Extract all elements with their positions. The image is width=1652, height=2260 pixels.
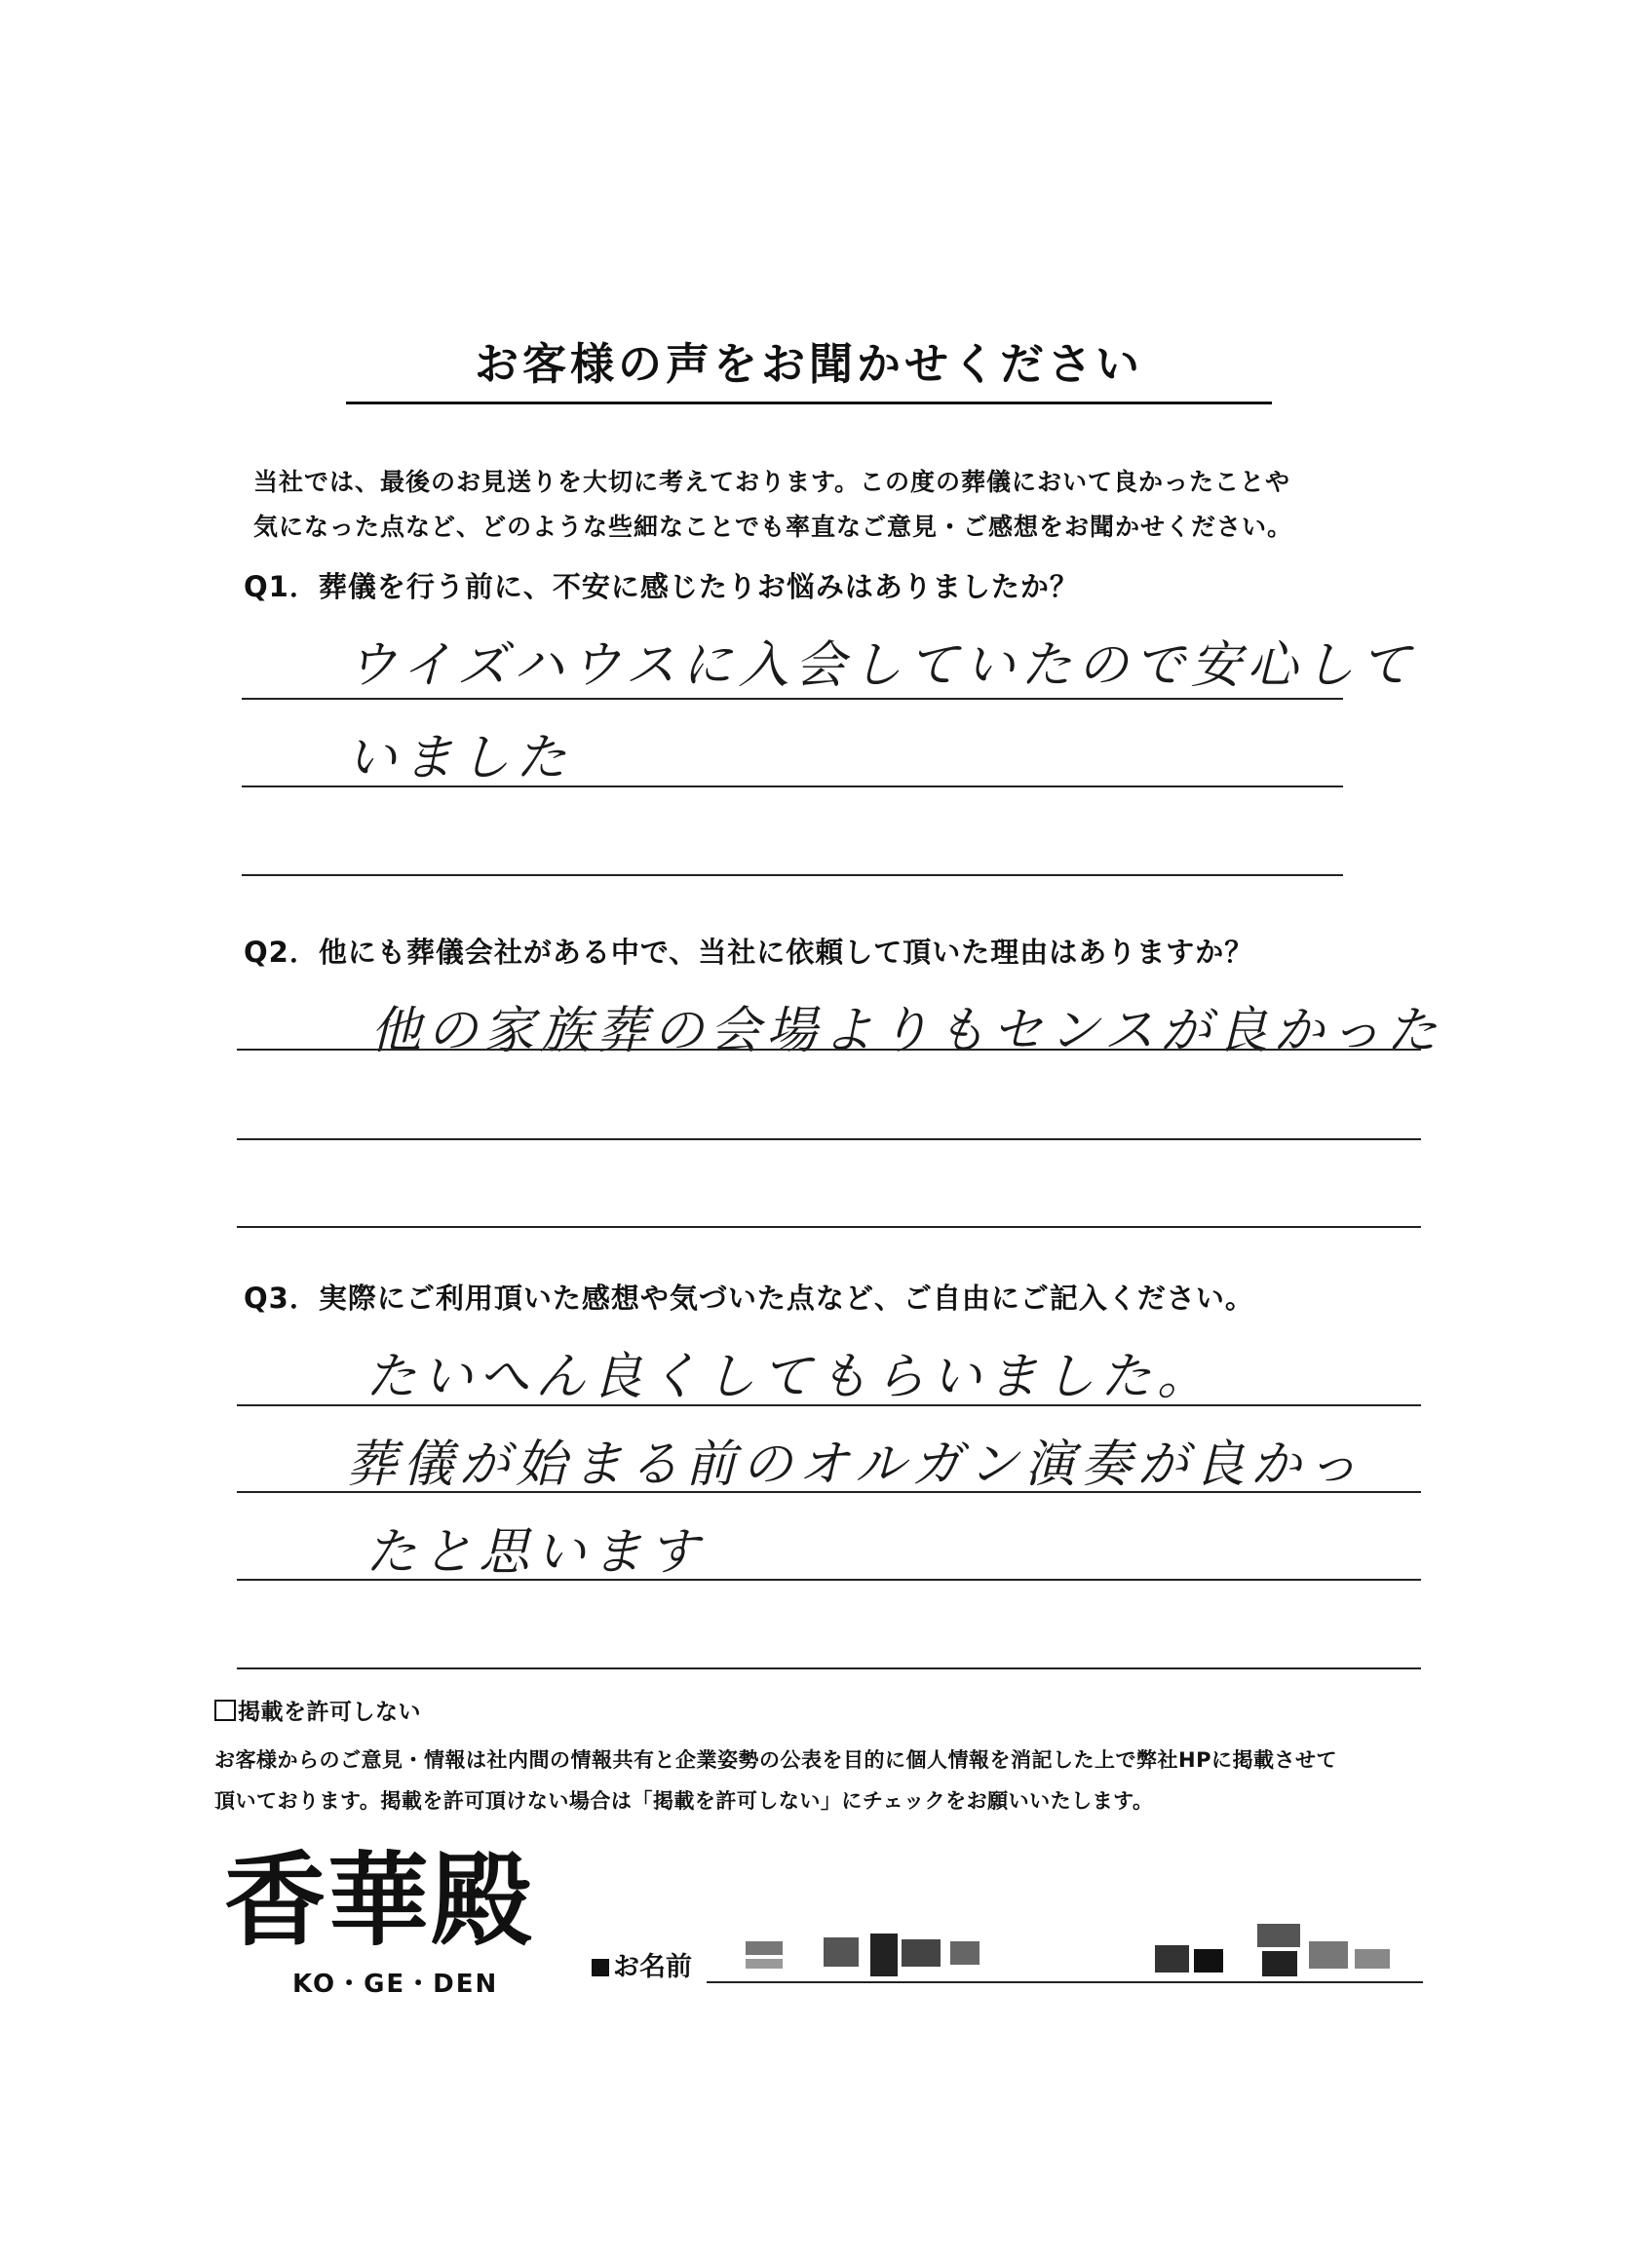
answer-2-line-1: 他の家族葬の会場よりもセンスが良かった bbox=[370, 1002, 1443, 1060]
consent-checkbox[interactable] bbox=[214, 1700, 236, 1721]
answer-2-rule-1 bbox=[237, 1049, 1421, 1051]
square-bullet-icon bbox=[592, 1959, 609, 1976]
consent-checkbox-label: 掲載を許可しない bbox=[238, 1700, 421, 1725]
consent-notice-line-2: 頂いております。掲載を許可頂けない場合は「掲載を許可しない」にチェックをお願いいたします。 bbox=[214, 1789, 1154, 1813]
intro-line-2: 気になった点など、どのような些細なことでも率直なご意見・ご感想をお聞かせください。 bbox=[253, 513, 1293, 541]
page-title: お客様の声をお聞かせください bbox=[346, 333, 1272, 404]
answer-1-rule-1 bbox=[242, 698, 1343, 700]
answer-3-rule-3 bbox=[237, 1579, 1421, 1581]
company-logo-roman: KO・GE・DEN bbox=[292, 1970, 499, 1999]
name-field-label: お名前 bbox=[592, 1945, 692, 1983]
answer-2-rule-3 bbox=[237, 1226, 1421, 1228]
company-logo: 香華殿 bbox=[224, 1840, 535, 1960]
answer-1-rule-2 bbox=[242, 785, 1343, 787]
answer-2-rule-2 bbox=[237, 1138, 1421, 1140]
name-field-line[interactable] bbox=[707, 1981, 1423, 1983]
question-3: Q3．実際にご利用頂いた感想や気づいた点など、ご自由にご記入ください。 bbox=[244, 1282, 1254, 1315]
question-2: Q2．他にも葬儀会社がある中で、当社に依頼して頂いた理由はありますか？ bbox=[244, 936, 1254, 969]
answer-3-rule-1 bbox=[237, 1404, 1421, 1406]
intro-line-1: 当社では、最後のお見送りを大切に考えております。この度の葬儀において良かったことや bbox=[253, 468, 1291, 496]
answer-3-rule-2 bbox=[237, 1491, 1421, 1493]
answer-3-line-1: たいへん良くしてもらいました。 bbox=[365, 1348, 1214, 1406]
consent-row[interactable] bbox=[214, 1694, 421, 1726]
consent-notice-line-1: お客様からのご意見・情報は社内間の情報共有と企業姿勢の公表を目的に個人情報を消記した上で弊社HPに掲載させて bbox=[214, 1748, 1337, 1772]
answer-3-rule-4 bbox=[237, 1667, 1421, 1669]
answer-1-rule-3 bbox=[242, 874, 1343, 876]
answer-3-line-3: たと思います bbox=[365, 1523, 706, 1582]
answer-3-line-2: 葬儀が始まる前のオルガン演奏が良かっ bbox=[346, 1436, 1364, 1494]
question-1: Q1．葬儀を行う前に、不安に感じたりお悩みはありましたか？ bbox=[244, 570, 1079, 603]
answer-1-line-1: ウイズハウスに入会していたので安心して bbox=[346, 636, 1417, 695]
redacted-name bbox=[716, 1930, 1418, 1980]
answer-1-line-2: いました bbox=[346, 729, 573, 787]
